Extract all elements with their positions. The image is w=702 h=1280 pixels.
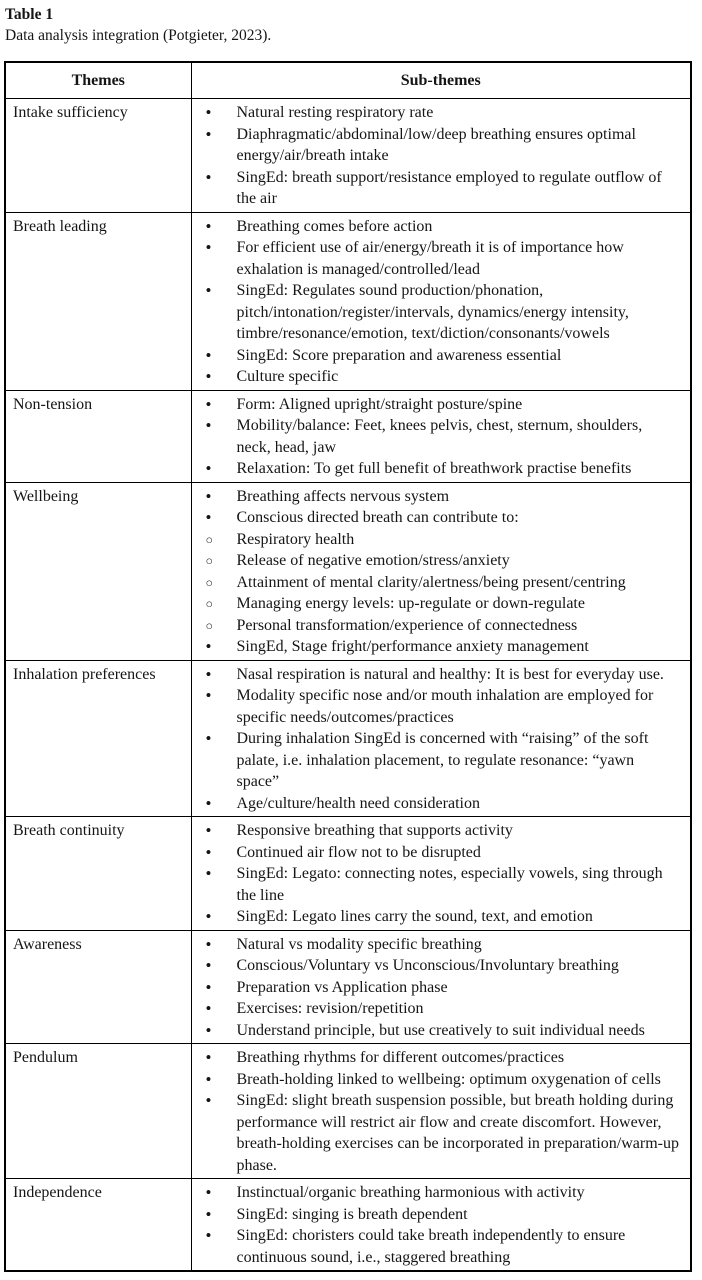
list-item xyxy=(192,216,681,238)
subthemes-cell xyxy=(191,660,691,817)
list-item xyxy=(192,863,681,906)
disc-bullet-icon: • xyxy=(205,999,212,1018)
table-caption: Data analysis integration (Potgieter, 2023). xyxy=(5,27,272,44)
list-item xyxy=(192,1225,681,1268)
list-item xyxy=(192,934,681,956)
disc-bullet-icon: • xyxy=(205,1226,212,1245)
list-item xyxy=(192,572,681,594)
list-item-text: Managing energy levels: up-regulate or down-regulate xyxy=(236,595,585,612)
disc-bullet-icon: • xyxy=(205,281,212,300)
disc-bullet-icon: • xyxy=(205,864,212,883)
themes-subthemes-table xyxy=(4,61,692,1272)
list-item xyxy=(192,593,681,615)
list-item-text: For efficient use of air/energy/breath it is of importance how exhalation is managed/controlled/lead xyxy=(236,239,624,278)
list-item-text: SingEd: breath support/resistance employed to regulate outflow of the air xyxy=(236,168,662,207)
list-item-text: Conscious/Voluntary vs Unconscious/Involuntary breathing xyxy=(236,957,619,974)
list-item xyxy=(192,124,681,167)
list-item-text: Natural vs modality specific breathing xyxy=(236,935,482,953)
list-item xyxy=(192,345,681,367)
table-row xyxy=(5,212,691,390)
subthemes-cell xyxy=(191,817,691,931)
list-item xyxy=(192,1047,681,1069)
disc-bullet-icon: • xyxy=(205,103,212,122)
list-item-text: SingEd: Score preparation and awareness essential xyxy=(236,346,562,364)
bullet-list xyxy=(192,820,681,928)
disc-bullet-icon: • xyxy=(205,956,212,975)
list-item xyxy=(192,102,681,124)
disc-bullet-icon: • xyxy=(205,416,212,435)
list-item-text: Attainment of mental clarity/alertness/being present/centring xyxy=(236,573,626,591)
table-row xyxy=(5,1044,691,1179)
table-row xyxy=(5,1179,691,1272)
list-item xyxy=(192,955,681,977)
list-item xyxy=(192,685,681,728)
disc-bullet-icon: • xyxy=(205,686,212,705)
list-item xyxy=(192,486,681,508)
table-row xyxy=(5,390,691,482)
subthemes-cell xyxy=(191,99,691,213)
table-row xyxy=(5,99,691,213)
bullet-list xyxy=(192,1047,681,1176)
list-item-text: Understand principle, but use creatively to suit individual needs xyxy=(236,1021,645,1039)
list-item-text: SingEd: slight breath suspension possible, but breath holding during performance will restrict air flow and create discomfort. However, breath-holding exercises can be incorporated in preparation/warm-up phase. xyxy=(236,1092,679,1174)
disc-bullet-icon: • xyxy=(205,1069,212,1089)
subthemes-cell xyxy=(191,1179,691,1272)
subthemes-cell xyxy=(191,1044,691,1179)
list-item-text: Age/culture/health need consideration xyxy=(236,794,480,812)
list-item xyxy=(192,280,681,345)
subthemes-cell xyxy=(191,390,691,482)
disc-bullet-icon: • xyxy=(205,238,212,257)
list-item-text: SingEd: Legato lines carry the sound, text, and emotion xyxy=(236,908,593,925)
list-item-text: Nasal respiration is natural and healthy: It is best for everyday use. xyxy=(236,665,664,683)
disc-bullet-icon: • xyxy=(205,345,212,365)
list-item-text: Culture specific xyxy=(236,368,339,385)
disc-bullet-icon: • xyxy=(205,367,212,386)
list-item-text: Relaxation: To get full benefit of breathwork practise benefits xyxy=(236,460,632,477)
list-item-text: Exercises: revision/repetition xyxy=(236,1000,424,1017)
circle-bullet-icon: ○ xyxy=(205,554,214,568)
table-row xyxy=(5,482,691,660)
bullet-list xyxy=(192,934,681,1042)
circle-bullet-icon: ○ xyxy=(205,532,214,547)
disc-bullet-icon: • xyxy=(205,1204,212,1224)
disc-bullet-icon: • xyxy=(205,167,212,187)
disc-bullet-icon: • xyxy=(205,977,212,997)
theme-cell: Breath leading xyxy=(5,212,191,390)
disc-bullet-icon: • xyxy=(205,729,212,748)
list-item-text: Responsive breathing that supports activity xyxy=(236,822,513,839)
list-item xyxy=(192,529,681,551)
table-row xyxy=(5,660,691,817)
list-item xyxy=(192,167,681,210)
list-item xyxy=(192,793,681,815)
list-item-text: Release of negative emotion/stress/anxiety xyxy=(236,552,510,569)
list-item xyxy=(192,664,681,686)
disc-bullet-icon: • xyxy=(205,1183,212,1202)
list-item-text: Personal transformation/experience of connectedness xyxy=(236,616,578,634)
list-item-text: SingEd: Regulates sound production/phonation, pitch/intonation/register/intervals, dynamics/energy intensity, timbre/resonance/emotion, text/diction/consonants/vowels xyxy=(236,282,629,342)
theme-cell: Breath continuity xyxy=(5,817,191,931)
list-item xyxy=(192,415,681,458)
column-header-subthemes: Sub-themes xyxy=(191,62,691,99)
theme-cell: Non-tension xyxy=(5,390,191,482)
bullet-list xyxy=(192,1182,681,1268)
disc-bullet-icon: • xyxy=(205,842,212,862)
list-item-text: SingEd: choristers could take breath independently to ensure continuous sound, i.e., staggered breathing xyxy=(236,1227,626,1266)
list-item xyxy=(192,237,681,280)
disc-bullet-icon: • xyxy=(205,1091,212,1110)
disc-bullet-icon: • xyxy=(205,124,212,144)
list-item xyxy=(192,615,681,637)
table-title: Table 1 xyxy=(5,6,54,23)
theme-cell: Inhalation preferences xyxy=(5,660,191,817)
circle-bullet-icon: ○ xyxy=(205,597,214,611)
disc-bullet-icon: • xyxy=(205,486,212,506)
bullet-list xyxy=(192,216,681,388)
list-item xyxy=(192,1020,681,1042)
bullet-list xyxy=(192,394,681,480)
table-row xyxy=(5,817,691,931)
subthemes-cell xyxy=(191,212,691,390)
list-item-text: Form: Aligned upright/straight posture/spine xyxy=(236,395,523,413)
bullet-list xyxy=(192,664,681,815)
disc-bullet-icon: • xyxy=(205,793,212,813)
list-item-text: Diaphragmatic/abdominal/low/deep breathing ensures optimal energy/air/breath intake xyxy=(236,125,636,164)
subthemes-cell xyxy=(191,482,691,660)
list-item-text: SingEd, Stage fright/performance anxiety management xyxy=(236,638,589,655)
disc-bullet-icon: • xyxy=(205,637,212,656)
list-item-text: Breathing comes before action xyxy=(236,217,433,235)
list-item xyxy=(192,366,681,388)
disc-bullet-icon: • xyxy=(205,1020,212,1040)
list-item-text: Modality specific nose and/or mouth inhalation are employed for specific needs/outcomes/practices xyxy=(236,687,654,726)
list-item xyxy=(192,458,681,480)
list-item xyxy=(192,1090,681,1176)
list-item xyxy=(192,507,681,529)
list-item-text: During inhalation SingEd is concerned with “raising” of the soft palate, i.e. inhalation placement, to regulate resonance: “yawn space” xyxy=(236,730,649,790)
list-item-text: Breathing affects nervous system xyxy=(236,487,450,505)
list-item xyxy=(192,842,681,864)
bullet-list xyxy=(192,486,681,658)
list-item-text: Natural resting respiratory rate xyxy=(236,104,434,121)
disc-bullet-icon: • xyxy=(205,907,212,926)
theme-cell: Independence xyxy=(5,1179,191,1272)
list-item xyxy=(192,906,681,928)
list-item-text: Breathing rhythms for different outcomes/practices xyxy=(236,1049,565,1066)
disc-bullet-icon: • xyxy=(205,216,212,236)
list-item xyxy=(192,820,681,842)
list-item xyxy=(192,977,681,999)
list-item-text: Respiratory health xyxy=(236,530,355,548)
disc-bullet-icon: • xyxy=(205,508,212,527)
disc-bullet-icon: • xyxy=(205,394,212,414)
circle-bullet-icon: ○ xyxy=(205,618,214,633)
table-row xyxy=(5,930,691,1044)
list-item-text: Conscious directed breath can contribute to: xyxy=(236,509,519,526)
bullet-list xyxy=(192,102,681,210)
list-item-text: Mobility/balance: Feet, knees pelvis, chest, sternum, shoulders, neck, head, jaw xyxy=(236,417,643,456)
column-header-themes: Themes xyxy=(5,62,191,99)
list-item xyxy=(192,1069,681,1091)
theme-cell: Wellbeing xyxy=(5,482,191,660)
list-item-text: SingEd: Legato: connecting notes, especially vowels, sing through the line xyxy=(236,865,663,904)
list-item xyxy=(192,394,681,416)
list-item xyxy=(192,728,681,793)
theme-cell: Pendulum xyxy=(5,1044,191,1179)
list-item xyxy=(192,1182,681,1204)
list-item-text: Breath-holding linked to wellbeing: optimum oxygenation of cells xyxy=(236,1070,661,1088)
disc-bullet-icon: • xyxy=(205,821,212,840)
theme-cell: Intake sufficiency xyxy=(5,99,191,213)
disc-bullet-icon: • xyxy=(205,664,212,684)
circle-bullet-icon: ○ xyxy=(205,575,214,590)
disc-bullet-icon: • xyxy=(205,1048,212,1067)
list-item xyxy=(192,998,681,1020)
disc-bullet-icon: • xyxy=(205,934,212,954)
disc-bullet-icon: • xyxy=(205,459,212,478)
subthemes-cell xyxy=(191,930,691,1044)
list-item xyxy=(192,1204,681,1226)
header-row xyxy=(5,62,691,99)
list-item xyxy=(192,636,681,658)
list-item-text: Instinctual/organic breathing harmonious with activity xyxy=(236,1184,585,1201)
list-item-text: Preparation vs Application phase xyxy=(236,978,448,996)
list-item xyxy=(192,550,681,572)
list-item-text: Continued air flow not to be disrupted xyxy=(236,843,481,861)
theme-cell: Awareness xyxy=(5,930,191,1044)
list-item-text: SingEd: singing is breath dependent xyxy=(236,1205,468,1223)
